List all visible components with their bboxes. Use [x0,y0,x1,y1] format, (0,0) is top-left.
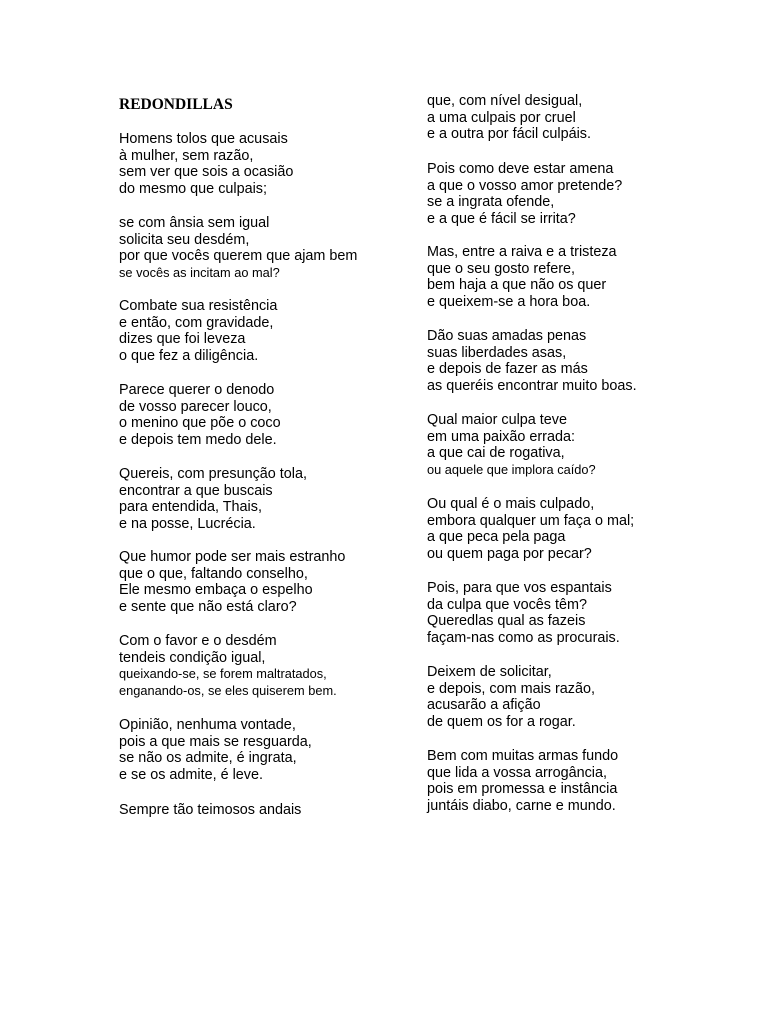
poem-line: de vosso parecer louco, [119,398,272,415]
stanza [427,580,620,647]
poem-line: façam-nas como as procurais. [427,630,620,647]
poem-line: do mesmo que culpais; [119,181,267,198]
poem-line: a que o vosso amor pretende? [427,177,623,194]
poem-line: o que fez a diligência. [119,348,259,365]
poem-line: Dão suas amadas penas [427,328,587,344]
poem-line: e a que é fácil se irrita? [427,211,576,228]
poem-line: Queredlas qual as fazeis [427,613,586,630]
poem-line: se vocês as incitam ao mal? [119,265,280,281]
poem-line: Sempre tão teimosos andais [119,802,302,818]
poem-line: suas liberdades asas, [427,344,567,361]
poem-line: Opinião, nenhuma vontade, [119,717,296,733]
poem-line: se não os admite, é ingrata, [119,750,297,767]
poem-line: e a outra por fácil culpáis. [427,126,591,143]
poem-line: Parece querer o denodo [119,382,275,398]
poem-line: Qual maior culpa teve [427,412,567,428]
poem-line: Quereis, com presunção tola, [119,466,307,482]
poem-line: que lida a vossa arrogância, [427,764,607,781]
poem-line: Que humor pode ser mais estranho [119,549,346,565]
poem-line: Combate sua resistência [119,298,278,314]
poem-line: e depois tem medo dele. [119,432,277,449]
poem-line: e depois de fazer as más [427,361,588,378]
poem-line: se com ânsia sem igual [119,215,270,231]
poem-line: juntáis diabo, carne e mundo. [427,798,616,815]
poem-line: a uma culpais por cruel [427,109,576,126]
stanza [427,328,637,395]
poem-line: bem haja a que não os quer [427,277,607,294]
stanza [119,549,345,616]
poem-title: REDONDILLAS [119,96,233,113]
poem-line: pois em promessa e instância [427,781,618,798]
poem-line: Pois como deve estar amena [427,161,614,177]
poem-line: dizes que foi leveza [119,331,246,348]
poem-line: pois a que mais se resguarda, [119,733,312,750]
stanza [427,412,596,479]
poem-line: enganando-os, se eles quiserem bem. [119,683,337,699]
stanza [119,802,301,819]
poem-line: e então, com gravidade, [119,314,274,331]
poem-line: solicita seu desdém, [119,231,250,248]
poem-line: que o que, faltando conselho, [119,565,308,582]
poem-line: que o seu gosto refere, [427,260,576,277]
stanza [119,466,307,533]
stanza [119,633,337,700]
poem-line: encontrar a que buscais [119,482,273,499]
poem-line: e se os admite, é leve. [119,767,263,784]
poem-line: Deixem de solicitar, [427,664,552,680]
poem-line: Pois, para que vos espantais [427,580,612,596]
poem-line: à mulher, sem razão, [119,147,254,164]
stanza [119,131,293,198]
stanza [427,244,617,311]
poem-line: Ele mesmo embaça o espelho [119,582,313,599]
stanza [427,664,595,731]
poem-line: embora qualquer um faça o mal; [427,512,635,529]
poem-line: tendeis condição igual, [119,649,266,666]
poem-line: se a ingrata ofende, [427,194,555,211]
poem-line: Mas, entre a raiva e a tristeza [427,244,617,260]
poem-line: e na posse, Lucrécia. [119,516,256,533]
stanza [427,748,618,815]
poem-line: Bem com muitas armas fundo [427,748,619,764]
poem-line: e depois, com mais razão, [427,680,595,697]
stanza [119,717,312,784]
poem-line: a que cai de rogativa, [427,445,565,462]
poem-line: de quem os for a rogar. [427,714,576,731]
poem-line: ou aquele que implora caído? [427,462,596,478]
stanza [119,298,277,365]
poem-line: Com o favor e o desdém [119,633,277,649]
poem-line: sem ver que sois a ocasião [119,164,294,181]
stanza [119,382,281,449]
poem-line: em uma paixão errada: [427,428,575,445]
poem-line: para entendida, Thais, [119,499,262,516]
poem-line: e queixem-se a hora boa. [427,294,591,311]
poem-line: queixando-se, se forem maltratados, [119,666,327,682]
poem-line: da culpa que vocês têm? [427,596,587,613]
poem-line: por que vocês querem que ajam bem [119,248,358,265]
stanza [119,215,357,282]
stanza [427,161,622,228]
poem-line: acusarão a afição [427,697,541,714]
poem-line: as queréis encontrar muito boas. [427,378,637,395]
poem-line: e sente que não está claro? [119,599,297,616]
poem-line: que, com nível desigual, [427,93,583,109]
poem-line: ou quem paga por pecar? [427,546,592,563]
stanza [427,93,591,143]
poem-line: Ou qual é o mais culpado, [427,496,595,512]
stanza [427,496,634,563]
poem-line: Homens tolos que acusais [119,131,288,147]
poem-line: o menino que põe o coco [119,415,281,432]
poem-line: a que peca pela paga [427,529,566,546]
